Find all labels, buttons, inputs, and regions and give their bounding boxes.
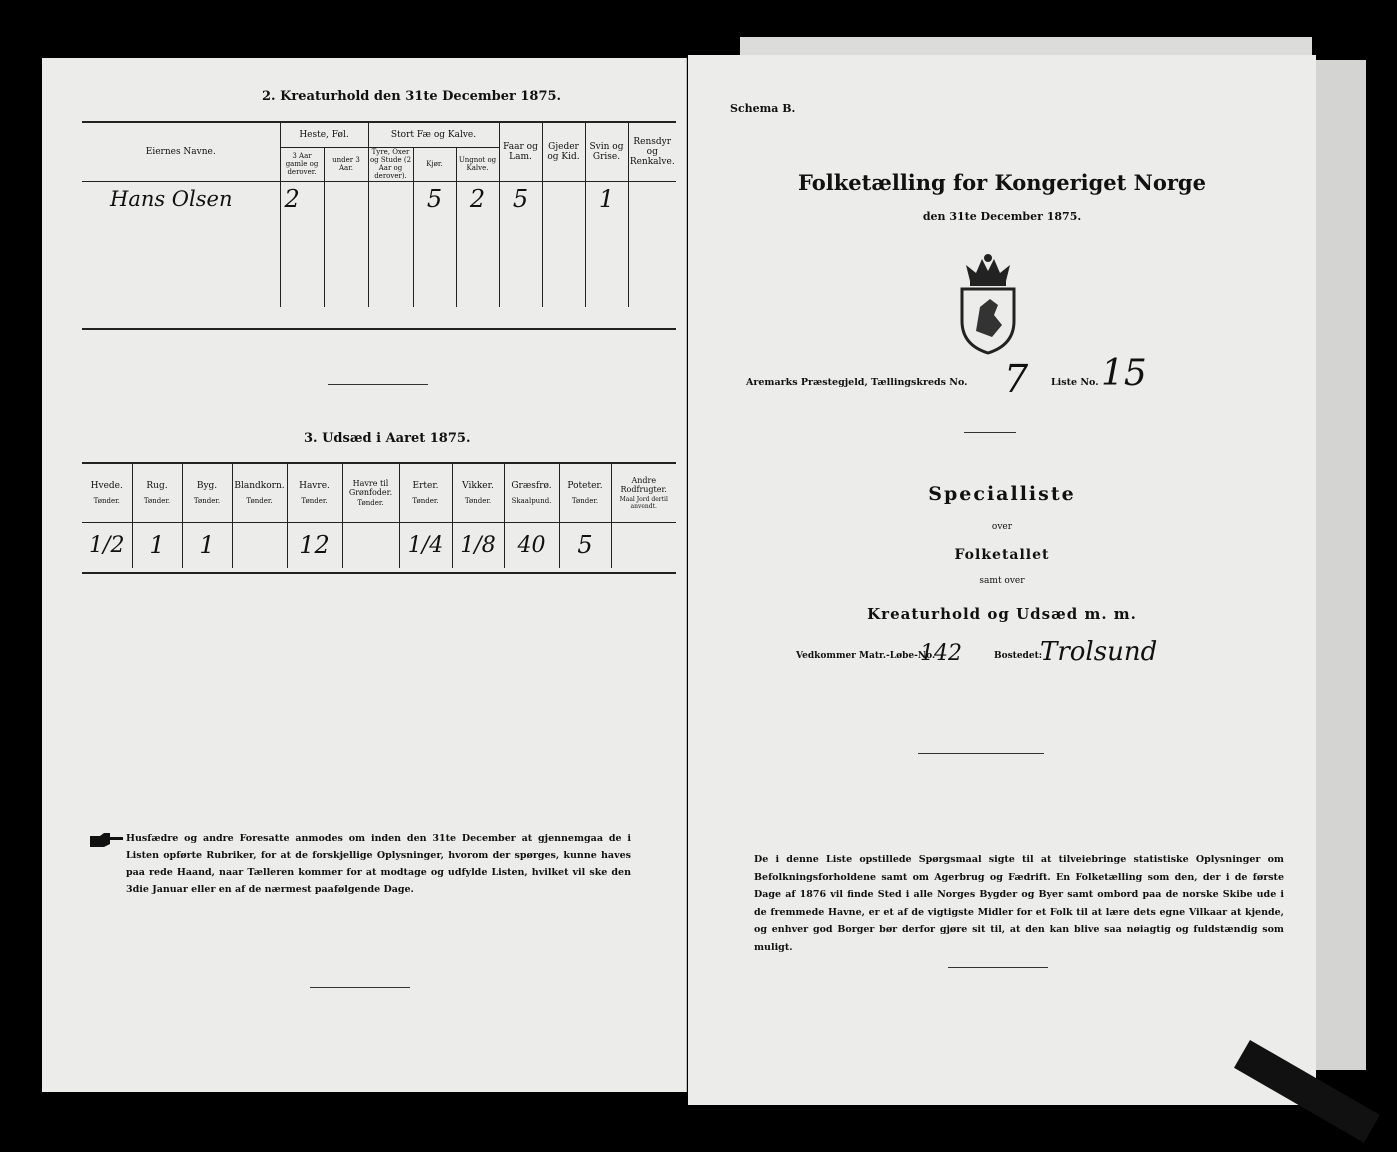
sowing-col-header: Græsfrø. Skaalpund.: [504, 464, 559, 522]
rule: [82, 328, 676, 330]
owner-header: Eiernes Navne.: [82, 123, 280, 181]
cell-value: 5: [413, 181, 456, 217]
cell-value: 1: [585, 181, 628, 217]
sowing-col-header: Erter. Tønder.: [399, 464, 452, 522]
col-horses-old: 3 Aar gamle og derover.: [280, 147, 324, 181]
matr-label: Vedkommer Matr.-Løbe-No.: [796, 651, 936, 661]
sowing-col-header: Hvede. Tønder.: [82, 464, 132, 522]
kreatur-title: Kreaturhold og Udsæd m. m.: [867, 605, 1137, 623]
col-calves: Ungnot og Kalve.: [456, 147, 499, 181]
cell-value: 1: [182, 522, 232, 568]
cell-value: 40: [504, 522, 559, 568]
special-title: Specialliste: [928, 483, 1076, 505]
table-row: [82, 247, 676, 277]
rule: [82, 572, 676, 574]
left-page: [42, 58, 687, 1092]
right-page: [688, 55, 1316, 1105]
col-bulls: Tyre, Oxer og Stude (2 Aar og derover).: [369, 148, 412, 180]
sowing-col-header: Vikker. Tønder.: [452, 464, 504, 522]
over-text: over: [991, 522, 1013, 532]
cell-value: 5: [559, 522, 611, 568]
cell-value: 5: [499, 181, 542, 217]
cell-value: [611, 522, 676, 568]
table-row: [82, 522, 676, 568]
cell-value: 1: [132, 522, 182, 568]
horses-header: Heste, Føl.: [280, 123, 368, 147]
matr-no: 142: [920, 641, 962, 666]
table-row: [82, 277, 676, 307]
divider: [328, 384, 428, 385]
col-reindeer: Rensdyr og Renkalve.: [629, 136, 675, 167]
cell-value: 1/8: [452, 522, 504, 568]
folketallet-text: Folketallet: [954, 547, 1050, 563]
livestock-heading: 2. Kreaturhold den 31te December 1875.: [262, 89, 562, 104]
col-pigs: Svin og Grise.: [585, 123, 628, 181]
divider: [310, 987, 410, 988]
divider: [964, 432, 1016, 433]
sowing-col-header: Blandkorn. Tønder.: [232, 464, 287, 522]
cell-value: [324, 181, 368, 217]
sowing-col-header: Byg. Tønder.: [182, 464, 232, 522]
sowing-col-header: Havre til Grønfoder. Tønder.: [342, 464, 399, 522]
cell-value: [342, 522, 399, 568]
pointing-hand-icon: [90, 832, 124, 846]
sowing-col-header: Rug. Tønder.: [132, 464, 182, 522]
sowing-col-header: Poteter. Tønder.: [559, 464, 611, 522]
bosted-value: Trolsund: [1040, 637, 1158, 667]
footer-text: De i denne Liste opstillede Spørgsmaal sigte til at tilveiebringe statistiske Oplysninger om Befolkningsforholdene samt om Agerbrug og Fædrift. En Folketælling som den, der i de første Dage af 1876 vil finde Sted i alle Norges Bygder og Byer samt ombord paa de norske Skibe ude i de fremmede Havne, er et af de vigtigste Midler for et Folk til at lære dets egne Vilkaar at kjende, og enhver god Borger bør derfor gjøre sit til, at den kan blive saa nøiagtig og fuldstændig som muligt.: [754, 854, 1284, 953]
cell-value: [368, 181, 413, 217]
col-sheep: Faar og Lam.: [499, 123, 542, 181]
sowing-table: [82, 464, 676, 568]
cell-value: 1/2: [82, 522, 132, 568]
district-no: 7: [1004, 357, 1029, 401]
owner-name: Hans Olsen: [82, 181, 280, 217]
cell-value: 2: [456, 181, 499, 217]
sowing-heading: 3. Udsæd i Aaret 1875.: [304, 431, 471, 446]
cell-value: 1/4: [399, 522, 452, 568]
cell-value: [628, 181, 676, 217]
cell-value: [232, 522, 287, 568]
coat-of-arms-icon: [952, 251, 1024, 355]
samt-over-text: samt over: [979, 576, 1025, 586]
sowing-col-header: Andre Rodfrugter. Maal Jord dertil anvendt.: [619, 475, 668, 510]
cover-title: Folketælling for Kongeriget Norge: [798, 170, 1206, 195]
table-row: [82, 181, 676, 217]
list-label: Liste No.: [1051, 377, 1099, 388]
livestock-table: [82, 123, 676, 307]
cell-value: [542, 181, 585, 217]
notice-text: Husfædre og andre Foresatte anmodes om inden den 31te December at gjennemgaa de i Listen opførte Rubriker, for at de forskjellige Oplysninger, hvorom der spørges, kunne haves paa rede Haand, naar Tælleren kommer for at modtage og udfylde Listen, hvilket vil ske den 3die Januar eller en af de nærmest paafølgende Dage.: [126, 833, 631, 895]
back-page-side: [1310, 60, 1366, 1070]
table-row: [82, 217, 676, 247]
cell-value: 12: [287, 522, 342, 568]
cover-date: den 31te December 1875.: [922, 210, 1082, 223]
cattle-header: Stort Fæ og Kalve.: [368, 123, 499, 147]
divider: [918, 753, 1044, 754]
col-goats: Gjeder og Kid.: [542, 123, 585, 181]
cell-value: 2: [280, 181, 324, 217]
divider: [948, 967, 1048, 968]
col-cows: Kjør.: [413, 147, 456, 181]
sowing-col-header: Havre. Tønder.: [287, 464, 342, 522]
list-no: 15: [1101, 353, 1147, 394]
col-horses-young: under 3 Aar.: [324, 147, 368, 181]
schema-label: Schema B.: [730, 102, 796, 115]
bosted-label: Bostedet:: [994, 651, 1043, 661]
parish-label: Aremarks Præstegjeld, Tællingskreds No.: [746, 377, 968, 388]
